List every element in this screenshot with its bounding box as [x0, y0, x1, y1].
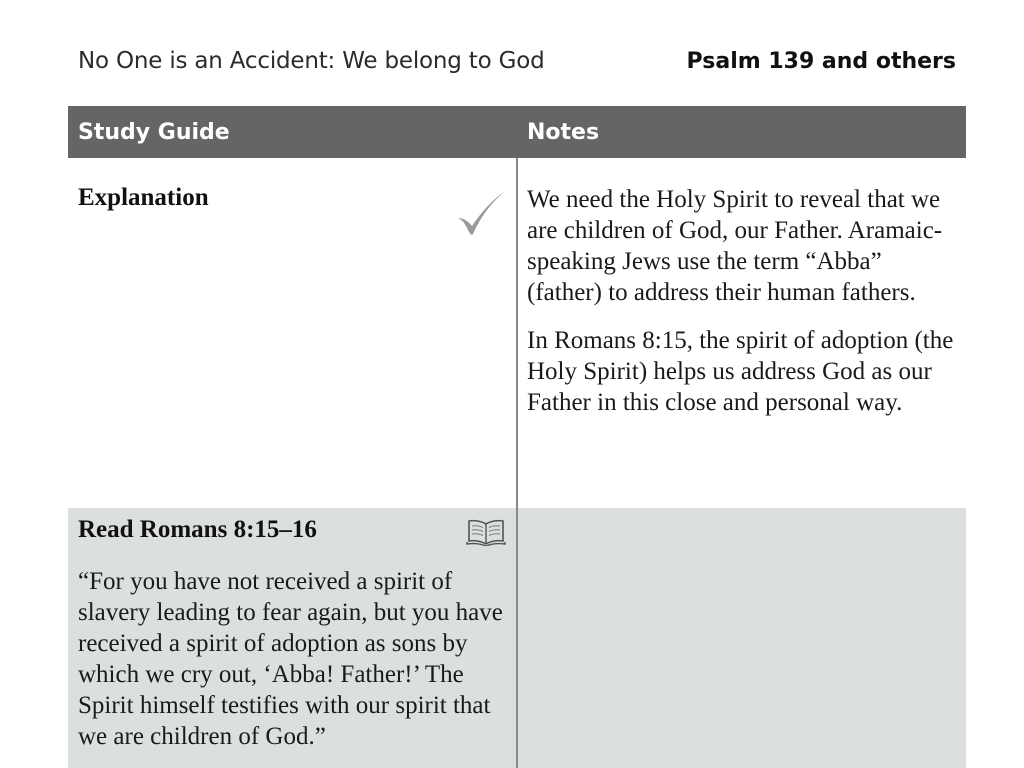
explanation-cell	[68, 158, 516, 508]
scripture-reference: Psalm 139 and others	[686, 48, 956, 74]
study-table	[68, 106, 966, 768]
checkmark-icon	[454, 188, 506, 240]
lesson-title: No One is an Accident: We belong to God	[78, 48, 545, 74]
table-header	[68, 106, 966, 158]
reading-title: Read Romans 8:15–16	[78, 516, 317, 543]
scripture-passage: “For you have not received a spirit of slavery leading to fear again, but you have received a spirit of adoption as sons by which we cry out, ‘Abba! Father!’ The Spirit himself testifies with our spirit that we are children of God.”	[78, 568, 503, 750]
reading-cell	[68, 508, 516, 768]
notes-paragraph: In Romans 8:15, the spirit of adoption (the Holy Spirit) helps us address God as our Father in this close and personal way.	[527, 327, 954, 416]
running-header	[78, 44, 956, 78]
column-header-notes: Notes	[527, 120, 600, 145]
explanation-title: Explanation	[78, 184, 209, 211]
notes-paragraph: We need the Holy Spirit to reveal that we are children of God, our Father. Aramaic-speaking Jews use the term “Abba” (father) to address their human fathers.	[527, 186, 943, 306]
column-header-study-guide: Study Guide	[78, 120, 230, 145]
explanation-notes	[527, 184, 957, 435]
open-book-icon	[466, 518, 506, 546]
reading-notes-cell	[518, 508, 966, 768]
column-divider	[516, 158, 518, 768]
explanation-notes-cell	[518, 158, 966, 508]
